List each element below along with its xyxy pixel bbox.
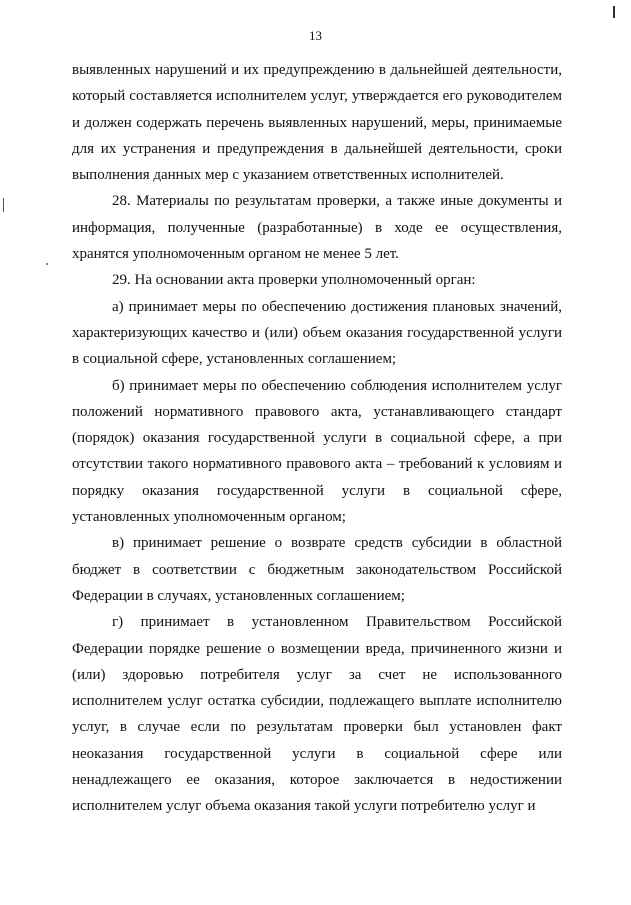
subitem-a: а) принимает меры по обеспечению достижения плановых значений, характеризующих качество и (или) объем оказания государственной услуги в социальной сфере, установленных соглашением; <box>72 298 562 368</box>
subitem-g: г) принимает в установленном Правительством Российской Федерации порядке решение о возмещении вреда, причиненного жизни и (или) здоровью потребителя услуг за счет не использованного исполнителем услуг остатка субсидии, подлежащего выплате исполнителю услуг, в случае если по результатам проверки был установлен факт неоказания государственной услуги в социальной сфере или ненадлежащего ее оказания, которое заключается в недостижении исполнителем услуг объема оказания такой услуги потребителю услуг и <box>72 614 562 815</box>
paragraph-continuation: выявленных нарушений и их предупреждению в дальнейшей деятельности, который составляется исполнителем услуг, утверждается его руководителем и должен содержать перечень выявленных нарушений, меры, принимаемые для их устранения и предупреждения в дальнейшей деятельности, сроки выполнения данных мер с указанием ответственных исполнителей. <box>72 62 562 184</box>
document-body <box>72 57 562 820</box>
scan-mark <box>611 6 617 18</box>
page-number: 13 <box>309 28 322 43</box>
scan-mark <box>46 263 48 265</box>
scan-mark <box>3 198 4 212</box>
subitem-b: б) принимает меры по обеспечению соблюдения исполнителем услуг положений нормативного правового акта, устанавливающего стандарт (порядок) оказания государственной услуги в социальной сфере, а при отсутствии такого нормативного правового акта – требований к условиям и порядку оказания государственной услуги в социальной сфере, установленных уполномоченным органом; <box>72 377 562 526</box>
paragraph-item-29: 29. На основании акта проверки уполномоченный орган: <box>112 272 476 289</box>
subitem-v: в) принимает решение о возврате средств субсидии в областной бюджет в соответствии с бюджетным законодательством Российской Федерации в случаях, установленных соглашением; <box>72 535 562 604</box>
paragraph-item-28: 28. Материалы по результатам проверки, а также иные документы и информация, полученные (разработанные) в ходе ее осуществления, хранятся уполномоченным органом не менее 5 лет. <box>72 193 562 263</box>
